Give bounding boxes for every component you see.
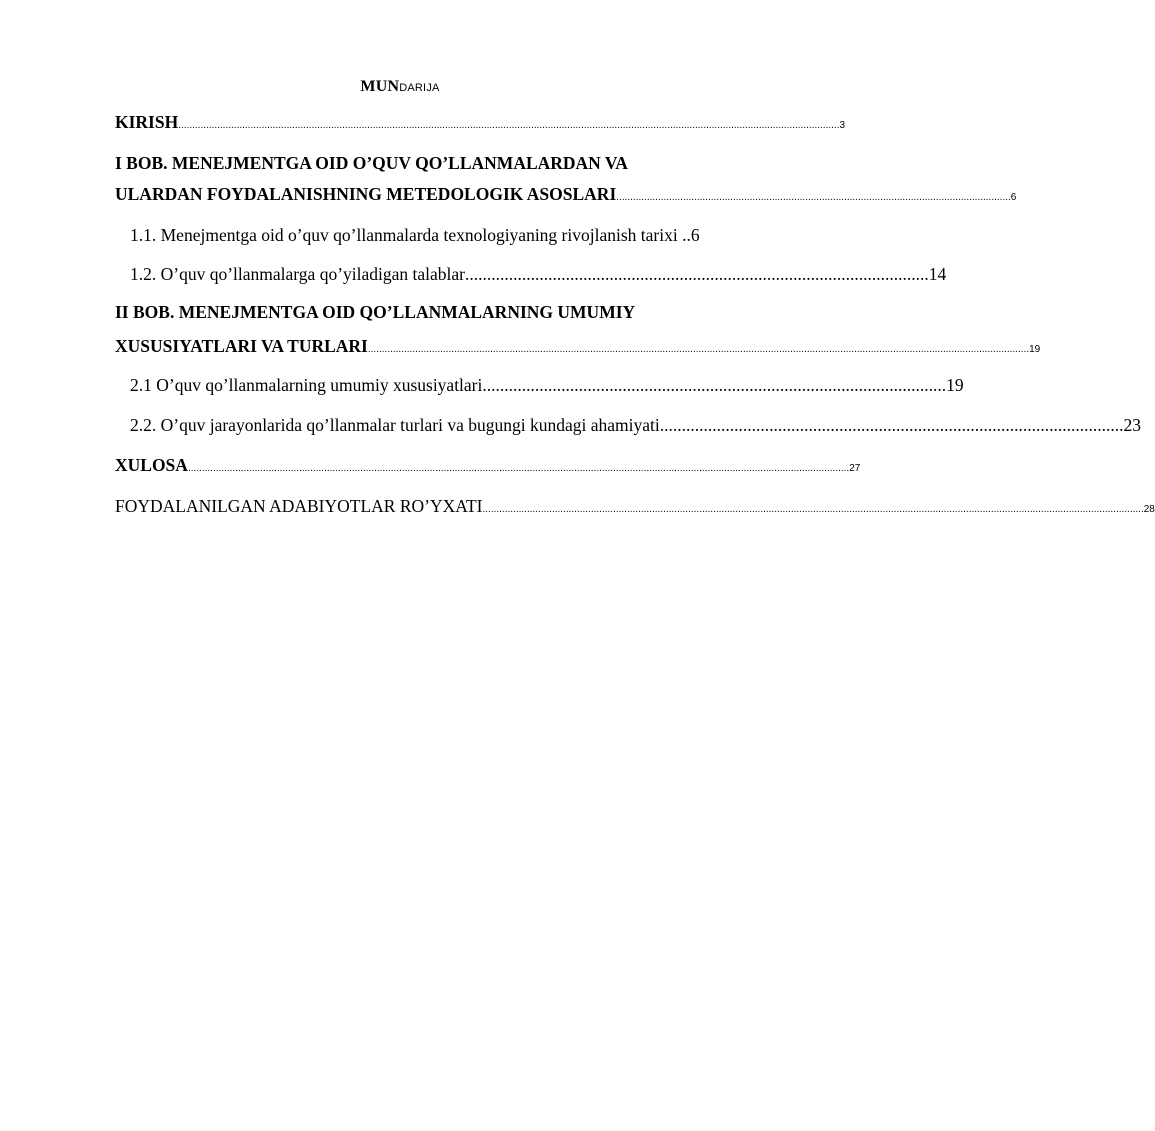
toc-entry-section-2-2[interactable] <box>115 413 1141 437</box>
toc-entry-label: 1.2. O’quv qo’llanmalarga qo’yiladigan talablar <box>130 264 465 284</box>
leader-dots: .............................................................................................................................................................................................................................................. <box>178 120 840 131</box>
leader-dots: .............................................................................................................................................................................................................................................. <box>367 344 1030 355</box>
title-main: MUN <box>360 78 400 95</box>
leader-dots: .............................................................................................................................................................................................................................................. <box>187 463 850 474</box>
toc-entry-label: XULOSA <box>115 455 188 475</box>
toc-entry-label-line1: II BOB. MENEJMENTGA OID QO’LLANMALARNING UMUMIY <box>115 302 636 322</box>
title-small: DARIJA <box>399 82 440 94</box>
toc-page-number: 6 <box>1010 192 1017 203</box>
toc-page-number: 3 <box>839 120 846 131</box>
toc-page-number: 19 <box>1029 344 1041 355</box>
toc-entry-label: 2.2. O’quv jarayonlarida qo’llanmalar turlari va bugungi kundagi ahamiyati <box>130 415 660 435</box>
toc-entry-chapter-1[interactable] <box>115 151 1017 210</box>
toc-entry-label: 1.1. Menejmentga oid o’quv qo’llanmalarda texnologiyaning rivojlanish tarixi .. <box>130 225 691 245</box>
toc-page-number: 6 <box>690 225 700 245</box>
toc-page-number: 28 <box>1143 504 1155 515</box>
toc-page-number: 19 <box>946 375 964 395</box>
toc-entry-section-1-2[interactable] <box>115 262 947 286</box>
toc-entry-kirish[interactable] <box>115 110 846 138</box>
leader-dots: .......................................................................................................... <box>465 264 929 284</box>
toc-entry-section-1-1[interactable] <box>115 223 743 247</box>
toc-entry-chapter-2[interactable] <box>115 300 1041 362</box>
toc-entry-label-line2: XUSUSIYATLARI VA TURLARI <box>115 336 368 356</box>
toc-entry-label-line1: I BOB. MENEJMENTGA OID O’QUV QO’LLANMALARDAN VA <box>115 153 628 173</box>
page-title <box>0 78 800 96</box>
toc-entry-label: FOYDALANILGAN ADABIYOTLAR RO’YXATI <box>115 496 483 516</box>
leader-dots: .......................................................................................................... <box>659 415 1124 435</box>
toc-page-number: 27 <box>849 463 861 474</box>
toc-entry-label: 2.1 O’quv qo’llanmalarning umumiy xususiyatlari <box>130 375 483 395</box>
toc-entry-xulosa[interactable] <box>115 453 861 481</box>
toc-page-number: 23 <box>1123 415 1141 435</box>
toc-entry-adabiyotlar[interactable] <box>115 494 1155 522</box>
leader-dots: .......................................................................................................... <box>482 375 947 395</box>
toc-entry-label-line2: ULARDAN FOYDALANISHNING METEDOLOGIK ASOSLARI <box>115 184 617 204</box>
toc-page-number: 14 <box>928 264 947 284</box>
toc-entry-label: KIRISH <box>115 112 179 132</box>
leader-dots: .............................................................................................................................................. <box>616 192 1011 203</box>
toc-entry-section-2-1[interactable] <box>115 373 964 397</box>
leader-dots: .............................................................................................................................................................................................................................................. <box>482 504 1144 515</box>
